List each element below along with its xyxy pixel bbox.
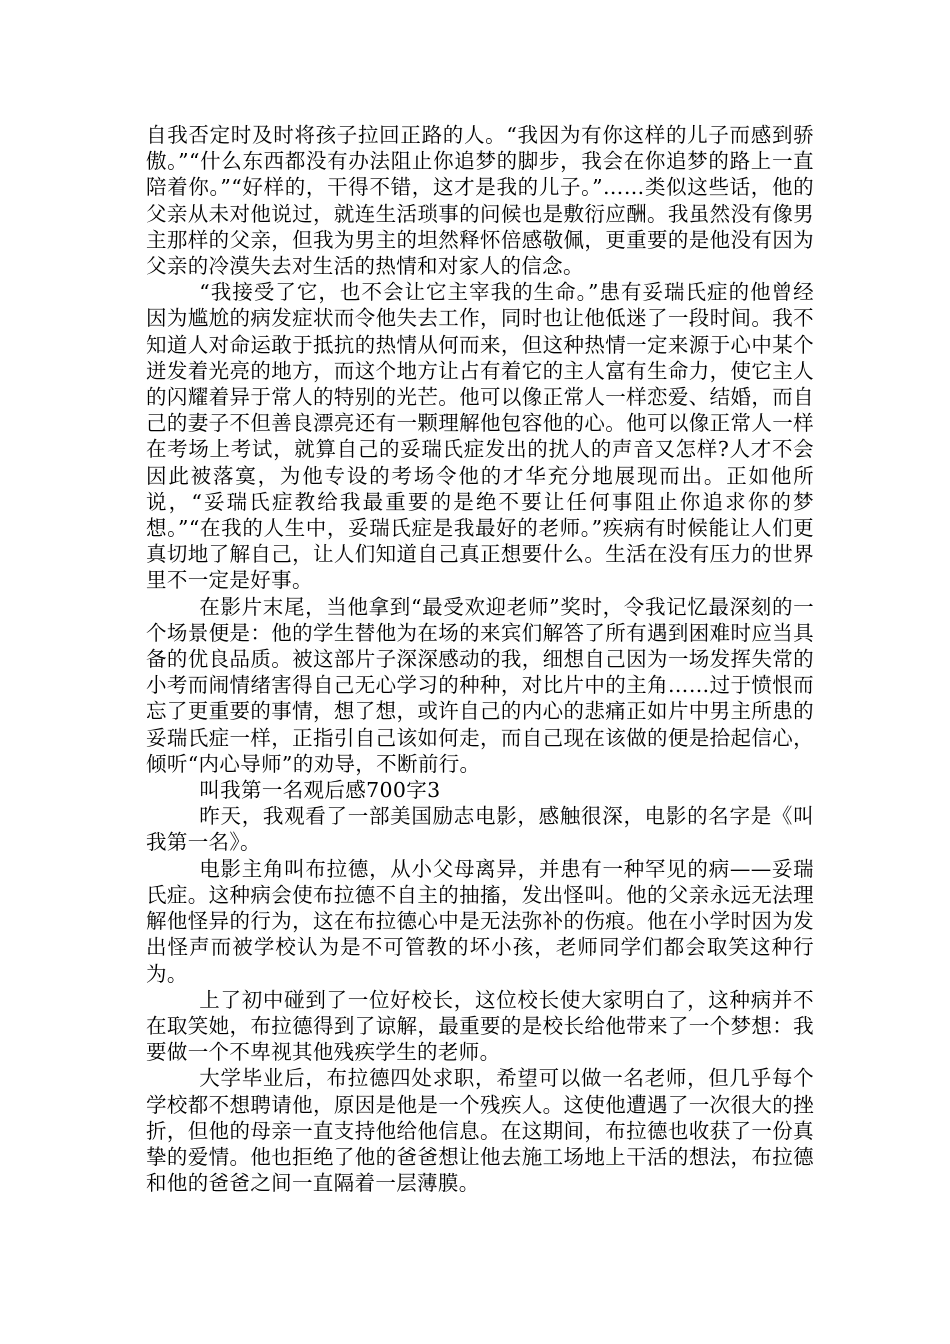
- section-heading: 叫我第一名观后感700字3: [199, 778, 441, 803]
- paragraph-4: 昨天，我观看了一部美国励志电影，感触很深，电影的名字是《叫我第一名》。: [146, 804, 814, 855]
- document-body: [146, 122, 814, 1196]
- paragraph-5: 电影主角叫布拉德，从小父母离异，并患有一种罕见的病——妥瑞氏症。这种病会使布拉德不自主的抽搐，发出怪叫。他的父亲永远无法理解他怪异的行为，这在布拉德心中是无法弥补的伤痕。他在小学时因为发出怪声而被学校认为是不可管教的坏小孩，老师同学们都会取笑这种行为。: [146, 856, 814, 986]
- paragraph-1: 自我否定时及时将孩子拉回正路的人。“我因为有你这样的儿子而感到骄傲。”“什么东西都没有办法阻止你追梦的脚步，我会在你追梦的路上一直陪着你。”“好样的，干得不错，这才是我的儿子。”……类似这些话，他的父亲从未对他说过，就连生活琐事的问候也是敷衍应酬。我虽然没有像男主那样的父亲，但我为男主的坦然释怀倍感敬佩，更重要的是他没有因为父亲的冷漠失去对生活的热情和对家人的信念。: [146, 123, 814, 279]
- paragraph-3: 在影片末尾，当他拿到“最受欢迎老师”奖时，令我记忆最深刻的一个场景便是：他的学生替他为在场的来宾们解答了所有遇到困难时应当具备的优良品质。被这部片子深深感动的我，细想自己因为一场发挥失常的小考而闹情绪害得自己无心学习的种种，对比片中的主角……过于愤恨而忘了更重要的事情，想了想，或许自己的内心的悲痛正如片中男主所患的妥瑞氏症一样，正指引自己该如何走，而自己现在该做的便是拾起信心，倾听“内心导师”的劝导，不断前行。: [146, 594, 814, 776]
- paragraph-6: 上了初中碰到了一位好校长，这位校长使大家明白了，这种病并不在取笑她，布拉德得到了谅解，最重要的是校长给他带来了一个梦想：我要做一个不卑视其他残疾学生的老师。: [146, 987, 814, 1065]
- paragraph-7: 大学毕业后，布拉德四处求职，希望可以做一名老师，但几乎每个学校都不想聘请他，原因是他是一个残疾人。这使他遭遇了一次很大的挫折，但他的母亲一直支持他给他信息。在这期间，布拉德也收获了一份真挚的爱情。他也拒绝了他的爸爸想让他去施工场地上干活的想法，布拉德和他的爸爸之间一直隔着一层薄膜。: [146, 1066, 814, 1196]
- paragraph-2: “我接受了它，也不会让它主宰我的生命。”患有妥瑞氏症的他曾经因为尴尬的病发症状而令他失去工作，同时也让他低迷了一段时间。我不知道人对命运敢于抵抗的热情从何而来，但这种热情一定来源于心中某个迸发着光亮的地方，而这个地方让占有着它的主人富有生命力，使它主人的闪耀着异于常人的特别的光芒。他可以像正常人一样恋爱、结婚，而自己的妻子不但善良漂亮还有一颗理解他包容他的心。他可以像正常人一样在考场上考试，就算自己的妥瑞氏症发出的扰人的声音又怎样?人才不会因此被落寞，为他专设的考场令他的才华充分地展现而出。正如他所说，“妥瑞氏症教给我最重要的是绝不要让任何事阻止你追求你的梦想。”“在我的人生中，妥瑞氏症是我最好的老师。”疾病有时候能让人们更真切地了解自己，让人们知道自己真正想要什么。生活在没有压力的世界里不一定是好事。: [146, 280, 814, 593]
